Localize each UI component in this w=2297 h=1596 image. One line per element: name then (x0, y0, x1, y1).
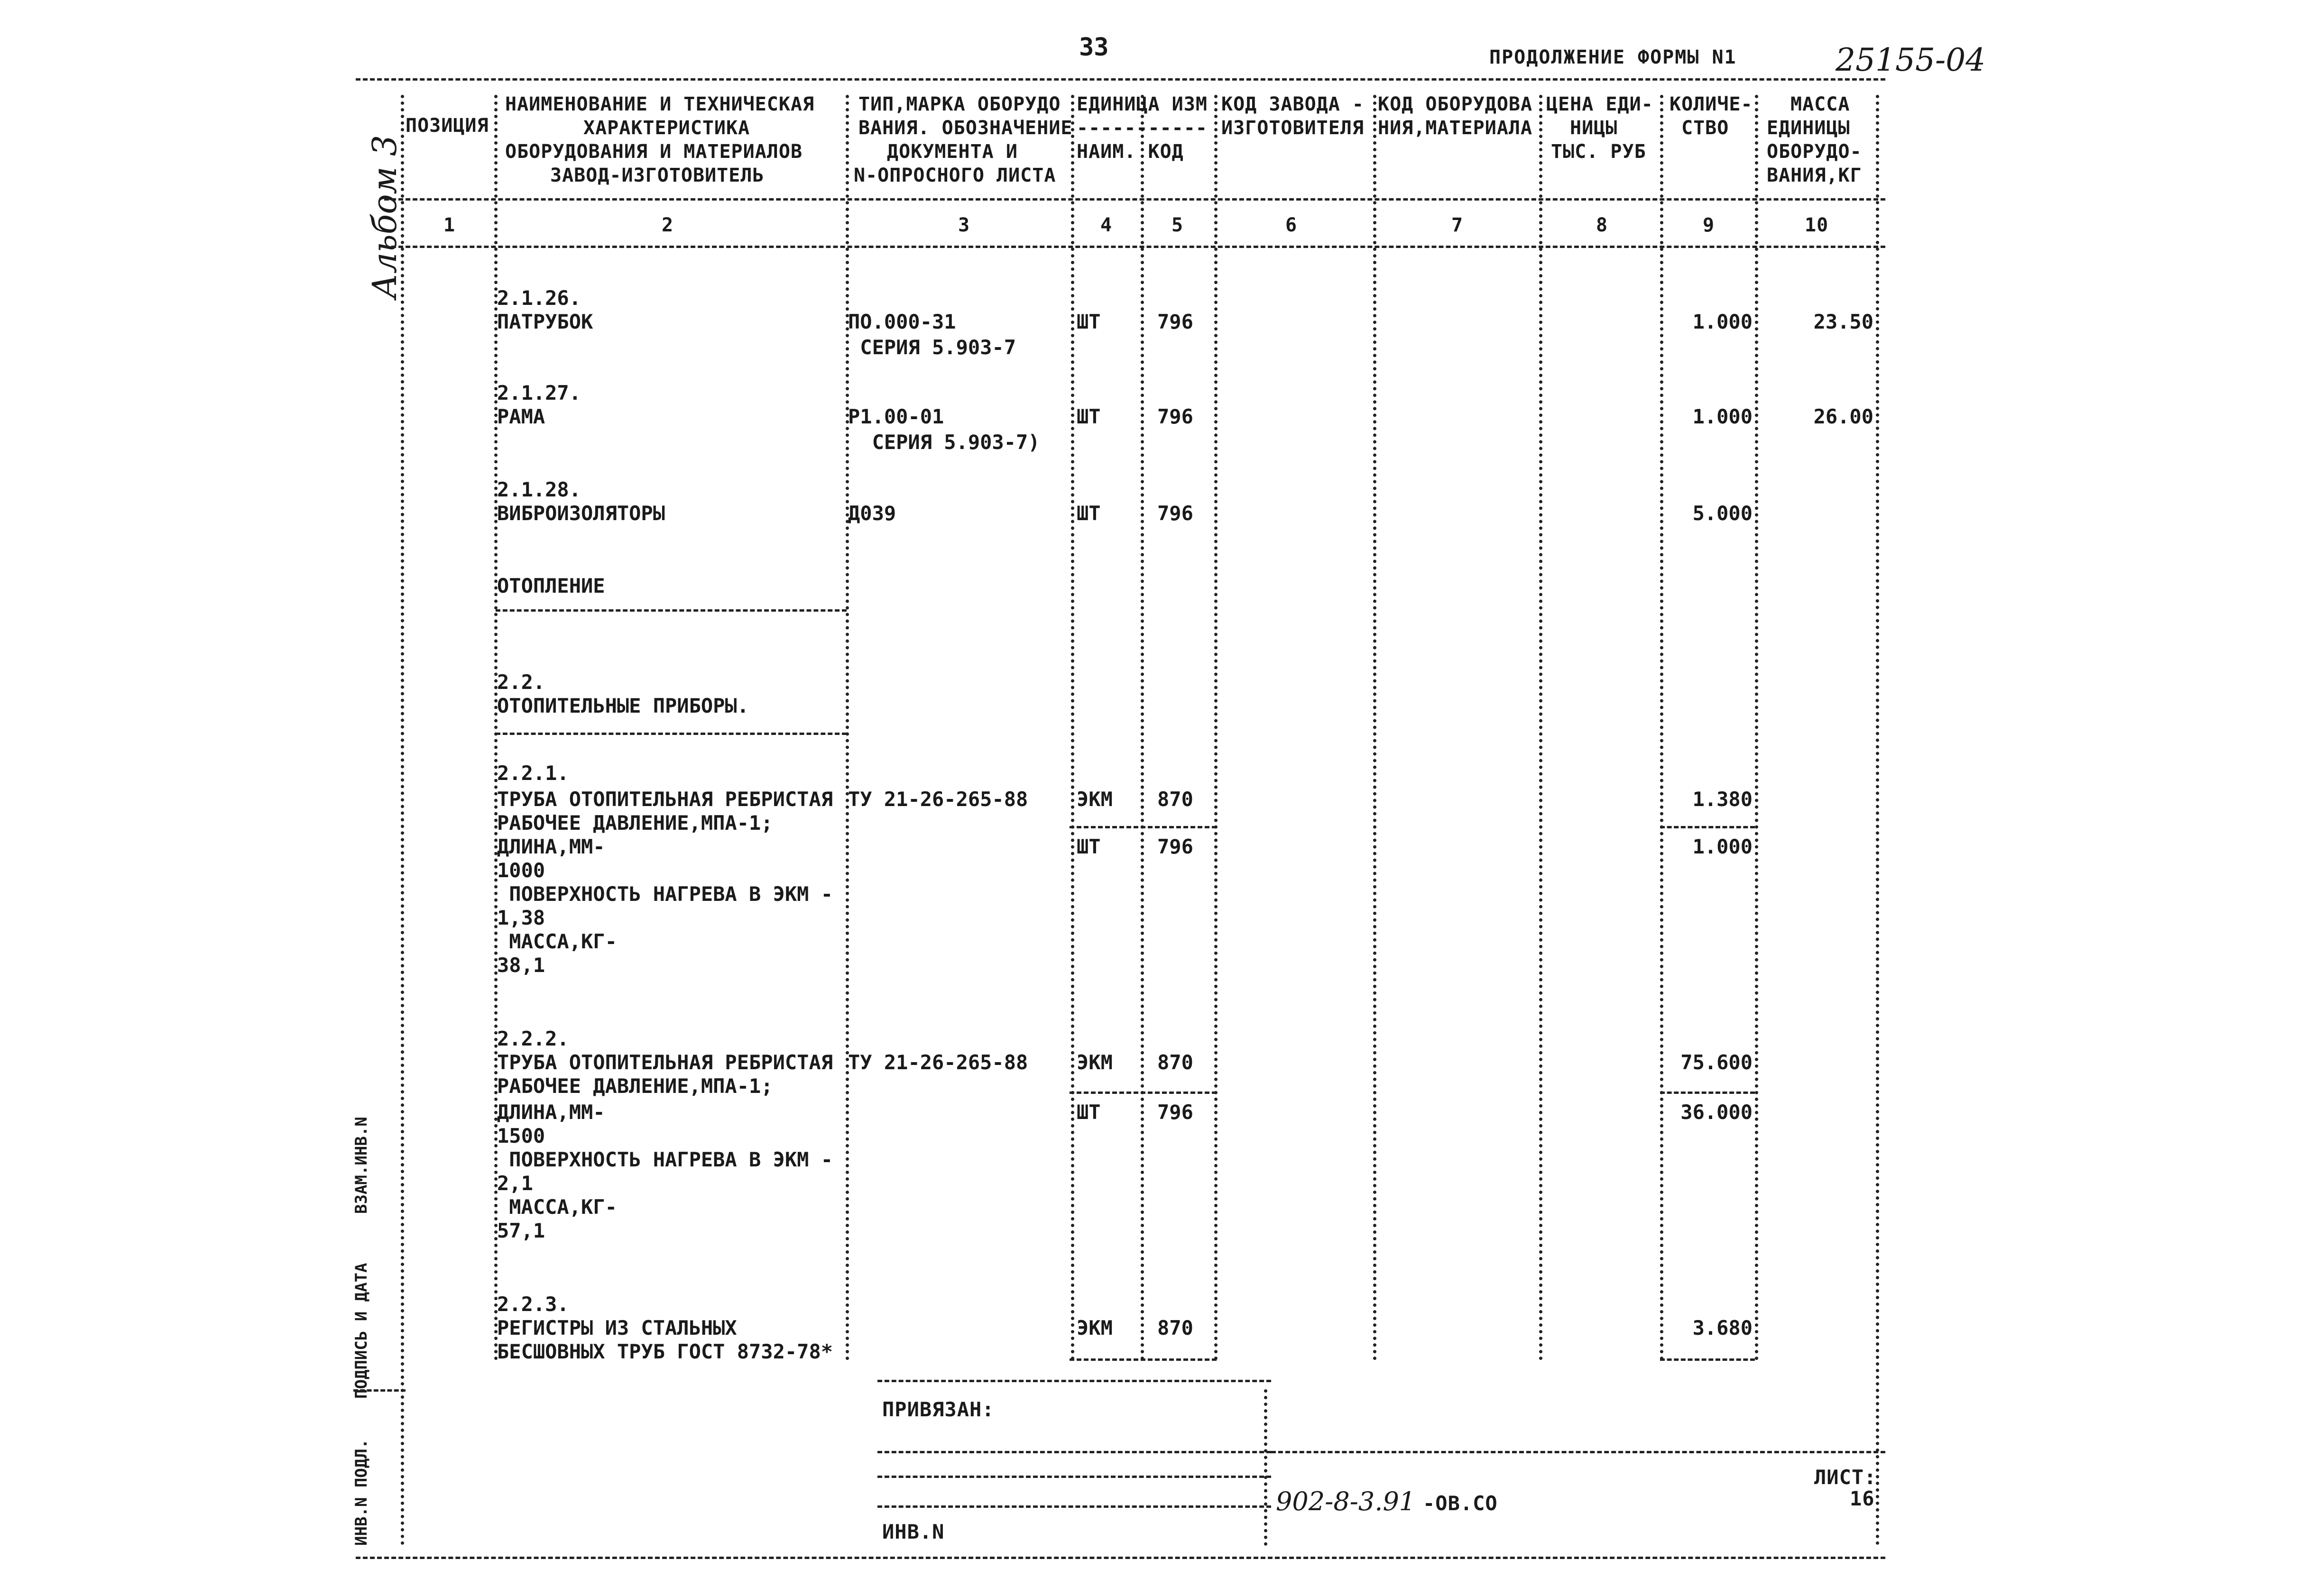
cell-c2: ПОВЕРХНОСТЬ НАГРЕВА В ЭКМ - (497, 882, 833, 906)
album-label: Альбом 3 (365, 135, 404, 299)
col-sep-6 (1373, 95, 1376, 1361)
cell-c5: 796 (1157, 835, 1193, 858)
rule-pribory (496, 733, 847, 735)
rule-stamp-top (877, 1380, 1271, 1382)
cell-c2: 2.2.2. (497, 1027, 569, 1050)
rule-otoplenie (496, 609, 847, 612)
rule-stamp-1 (877, 1451, 1271, 1453)
cell-c2: ДЛИНА,ММ- (497, 835, 605, 858)
cell-c2: 38,1 (497, 954, 545, 977)
colnum-2: 2 (662, 214, 674, 236)
header-col2-line3: ОБОРУДОВАНИЯ И МАТЕРИАЛОВ (505, 141, 803, 163)
rule-qty-split-2 (1660, 1092, 1755, 1094)
cell-c4: ШТ (1077, 835, 1101, 858)
header-col8-line3: ТЫС. РУБ (1551, 141, 1646, 163)
cell-c4: ЭКМ (1077, 1316, 1113, 1339)
handwritten-code: 25155-04 (1836, 42, 1986, 78)
header-col45-line3: НАИМ. КОД (1077, 141, 1184, 163)
header-col7-line1: КОД ОБОРУДОВА (1378, 93, 1533, 115)
rule-stamp-right (1271, 1451, 1885, 1453)
cell-c2: РЕГИСТРЫ ИЗ СТАЛЬНЫХ (497, 1316, 737, 1339)
cell-c2: 57,1 (497, 1219, 545, 1242)
header-col45-line2: ----------- (1077, 117, 1208, 139)
doc-code: 902-8-3.91 (1276, 1486, 1416, 1516)
rule-side-1 (353, 1389, 406, 1392)
cell-c9: 3.680 (1692, 1316, 1753, 1339)
col-sep-left (401, 95, 404, 1546)
cell-c9: 1.380 (1692, 788, 1753, 811)
header-col10-line4: ВАНИЯ,КГ (1767, 165, 1862, 186)
col-sep-right (1876, 95, 1879, 1546)
page-number: 33 (1079, 33, 1109, 62)
cell-c3: Р1.00-01 (848, 405, 944, 428)
cell-c2: МАССА,КГ- (497, 1195, 617, 1219)
header-col8-line1: ЦЕНА ЕДИ- (1546, 93, 1653, 115)
colnum-6: 6 (1285, 214, 1298, 236)
rule-bottom (356, 1557, 1885, 1559)
colnum-5: 5 (1172, 214, 1184, 236)
colnum-7: 7 (1451, 214, 1464, 236)
cell-c9: 75.600 (1680, 1051, 1753, 1074)
col-sep-2 (846, 95, 849, 1361)
cell-c4: ШТ (1077, 1101, 1101, 1124)
rule-qty-split-1 (1660, 826, 1755, 828)
header-col10-line1: МАССА (1790, 93, 1850, 115)
cell-c2: 2,1 (497, 1172, 533, 1195)
colnum-3: 3 (958, 214, 970, 236)
cell-c4: ШТ (1077, 502, 1101, 525)
header-col8-line2: НИЦЫ (1570, 117, 1618, 139)
rule-qty-split-3 (1660, 1358, 1755, 1361)
stamp-podpis-data: ПОДПИСЬ И ДАТА (352, 1263, 371, 1399)
stamp-sep (1264, 1389, 1267, 1546)
colnum-4: 4 (1100, 214, 1113, 236)
continuation-title: ПРОДОЛЖЕНИЕ ФОРМЫ N1 (1489, 46, 1737, 68)
cell-c2: БЕСШОВНЫХ ТРУБ ГОСТ 8732-78* (497, 1340, 833, 1363)
cell-c5: 870 (1157, 788, 1193, 811)
cell-c5: 870 (1157, 1051, 1193, 1074)
cell-c3: ПО.000-31 (848, 310, 956, 333)
cell-c5: 796 (1157, 502, 1193, 525)
cell-c2: ПОВЕРХНОСТЬ НАГРЕВА В ЭКМ - (497, 1148, 833, 1171)
header-col2-line1: НАИМЕНОВАНИЕ И ТЕХНИЧЕСКАЯ (505, 93, 815, 115)
doc-suffix: -ОВ.СО (1423, 1492, 1498, 1515)
cell-c5: 796 (1157, 405, 1193, 428)
cell-c2: ВИБРОИЗОЛЯТОРЫ (497, 502, 665, 525)
cell-c2: ОТОПИТЕЛЬНЫЕ ПРИБОРЫ. (497, 694, 749, 717)
cell-c2: РАБОЧЕЕ ДАВЛЕНИЕ,МПА-1; (497, 811, 773, 835)
cell-c9: 1.000 (1692, 405, 1753, 428)
header-col2-line4: ЗАВОД-ИЗГОТОВИТЕЛЬ (550, 165, 765, 186)
privyazan-label: ПРИВЯЗАН: (882, 1398, 995, 1421)
header-col7-line2: НИЯ,МАТЕРИАЛА (1378, 117, 1533, 139)
header-col10-line3: ОБОРУДО- (1767, 141, 1862, 163)
cell-c9: 1.000 (1692, 310, 1753, 333)
colnum-8: 8 (1596, 214, 1608, 236)
rule-stamp-3 (877, 1505, 1271, 1508)
cell-c2: ДЛИНА,ММ- (497, 1101, 605, 1124)
colnum-9: 9 (1703, 214, 1715, 236)
cell-c4: ЭКМ (1077, 1051, 1113, 1074)
sheet-label: ЛИСТ: (1814, 1466, 1877, 1489)
cell-c4: ЭКМ (1077, 788, 1113, 811)
cell-c2: 2.1.27. (497, 381, 581, 404)
cell-c2: ОТОПЛЕНИЕ (497, 574, 605, 597)
col-sep-4 (1141, 95, 1144, 1361)
cell-c3: СЕРИЯ 5.903-7 (848, 336, 1016, 359)
cell-c10: 23.50 (1813, 310, 1873, 333)
cell-c2: 2.1.28. (497, 478, 581, 501)
header-col6-line1: КОД ЗАВОДА - (1221, 93, 1364, 115)
cell-c9: 1.000 (1692, 835, 1753, 858)
sheet-number: 16 (1850, 1487, 1875, 1510)
cell-c2: 1500 (497, 1124, 545, 1147)
cell-c2: 2.1.26. (497, 286, 581, 310)
cell-c3: ТУ 21-26-265-88 (848, 1051, 1028, 1074)
colnum-1: 1 (443, 214, 456, 236)
rule-stamp-2 (877, 1476, 1271, 1478)
col-sep-8 (1660, 95, 1663, 1361)
stamp-vzam-inv: ВЗАМ.ИНВ.N (352, 1117, 371, 1214)
header-col2-line2: ХАРАКТЕРИСТИКА (583, 117, 750, 139)
cell-c9: 36.000 (1680, 1101, 1753, 1124)
cell-c9: 5.000 (1692, 502, 1753, 525)
colnum-10: 10 (1805, 214, 1829, 236)
cell-c4: ШТ (1077, 310, 1101, 333)
inv-label: ИНВ.N (882, 1520, 945, 1543)
cell-c2: ПАТРУБОК (497, 310, 593, 333)
cell-c5: 796 (1157, 310, 1193, 333)
cell-c10: 26.00 (1813, 405, 1873, 428)
header-col10-line2: ЕДИНИЦЫ (1767, 117, 1850, 139)
rule-top (356, 78, 1885, 81)
cell-c3: СЕРИЯ 5.903-7) (848, 431, 1040, 454)
header-col6-line2: ИЗГОТОВИТЕЛЯ (1221, 117, 1364, 139)
cell-c2: РАМА (497, 405, 545, 428)
col-sep-9 (1755, 95, 1758, 1361)
cell-c2: РАБОЧЕЕ ДАВЛЕНИЕ,МПА-1; (497, 1074, 773, 1098)
header-col45-line1: ЕДИНИЦА ИЗМ (1077, 93, 1208, 115)
header-col3-line4: N-ОПРОСНОГО ЛИСТА (854, 165, 1056, 186)
header-col3-line3: ДОКУМЕНТА И (887, 141, 1018, 163)
cell-c3: ТУ 21-26-265-88 (848, 788, 1028, 811)
col-sep-7 (1539, 95, 1542, 1361)
cell-c2: МАССА,КГ- (497, 930, 617, 953)
header-col3-line1: ТИП,МАРКА ОБОРУДО (858, 93, 1061, 115)
stamp-inv-podl: ИНВ.N ПОДЛ. (352, 1439, 371, 1546)
cell-c2: 2.2. (497, 670, 545, 694)
header-col3-line2: ВАНИЯ. ОБОЗНАЧЕНИЕ (858, 117, 1073, 139)
header-col1-line2: ПОЗИЦИЯ (406, 115, 489, 137)
header-col9-line1: КОЛИЧЕ- (1670, 93, 1753, 115)
cell-c2: 1,38 (497, 906, 545, 929)
cell-c3: Д039 (848, 502, 896, 525)
cell-c5: 870 (1157, 1316, 1193, 1339)
cell-c2: 1000 (497, 859, 545, 882)
cell-c2: ТРУБА ОТОПИТЕЛЬНАЯ РЕБРИСТАЯ (497, 1051, 833, 1074)
cell-c2: 2.2.1. (497, 761, 569, 785)
col-sep-3 (1071, 95, 1074, 1361)
header-col9-line2: СТВО (1681, 117, 1729, 139)
cell-c2: 2.2.3. (497, 1293, 569, 1316)
col-sep-5 (1214, 95, 1218, 1361)
cell-c5: 796 (1157, 1101, 1193, 1124)
cell-c2: ТРУБА ОТОПИТЕЛЬНАЯ РЕБРИСТАЯ (497, 788, 833, 811)
cell-c4: ШТ (1077, 405, 1101, 428)
